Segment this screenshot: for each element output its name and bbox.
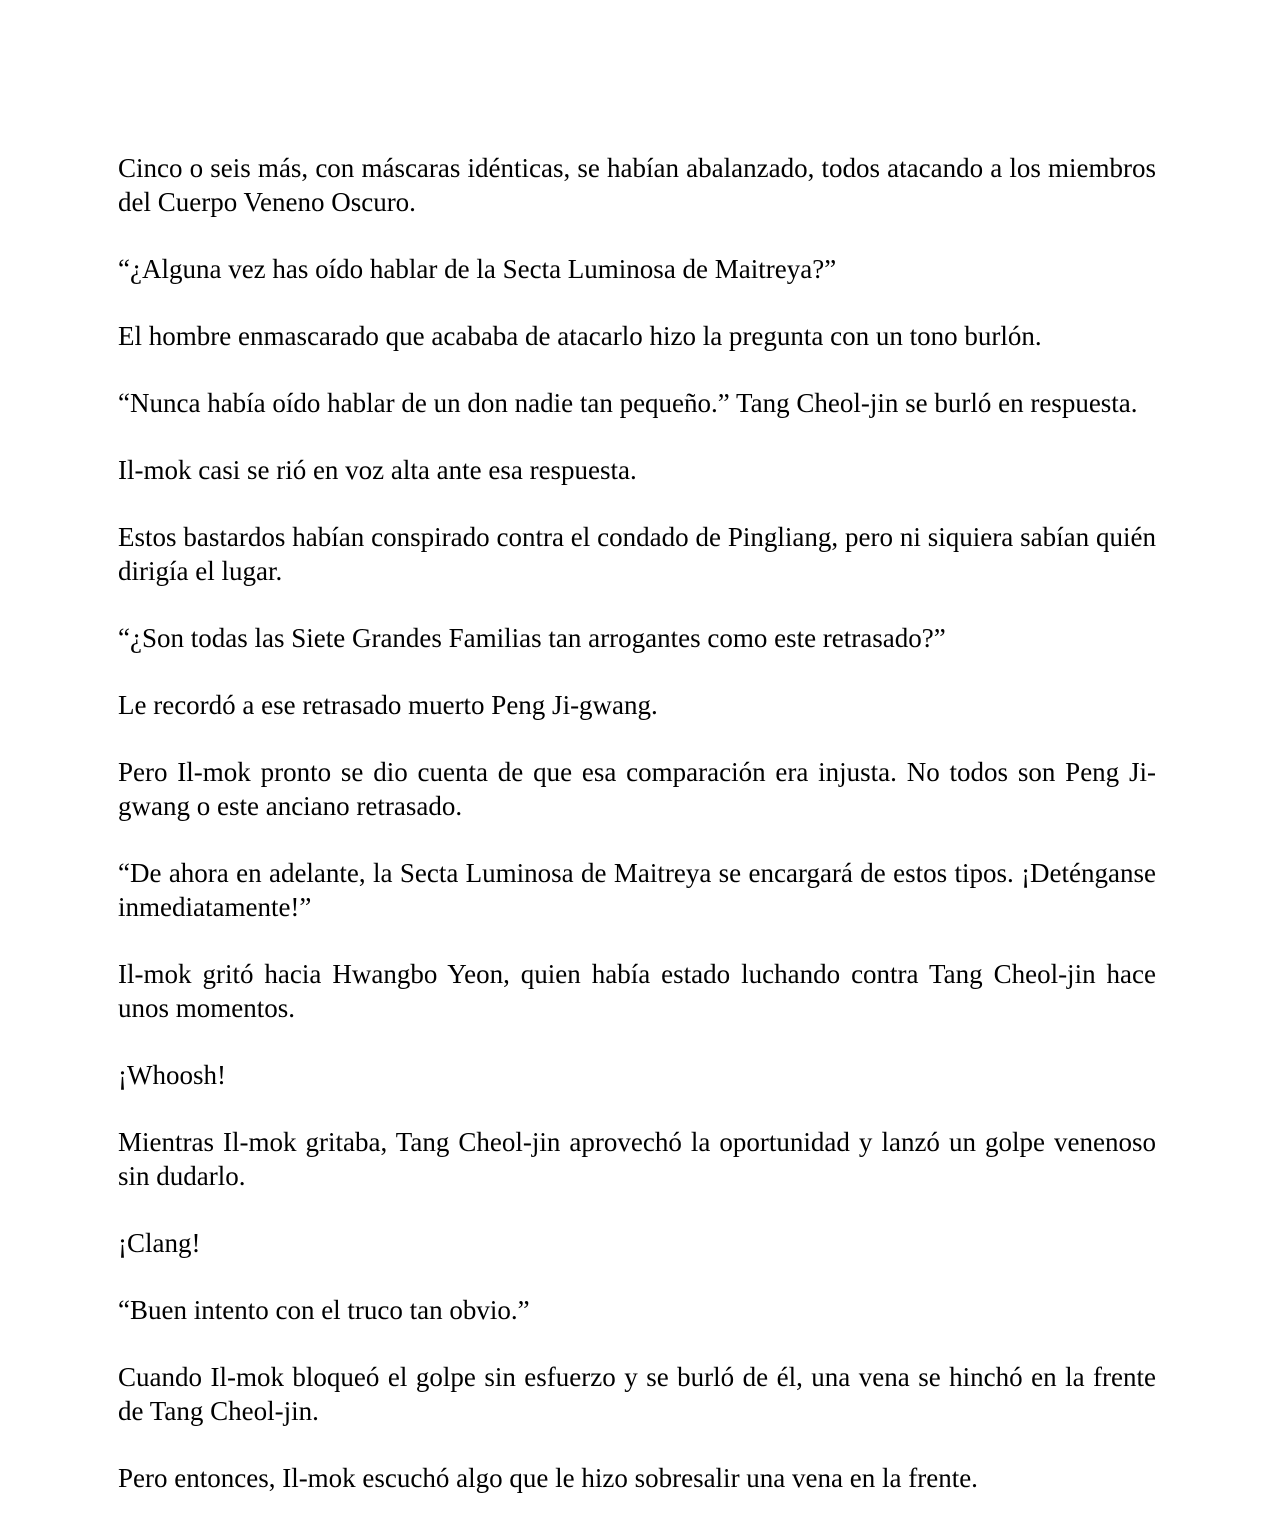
paragraph-13: Mientras Il-mok gritaba, Tang Cheol-jin aprovechó la oportunidad y lanzó un golpe venenoso sin dudarlo. xyxy=(118,1127,1156,1191)
paragraph-1: Cinco o seis más, con máscaras idénticas, se habían abalanzado, todos atacando a los miembros del Cuerpo Veneno Oscuro. xyxy=(118,153,1156,217)
paragraph-4: “Nunca había oído hablar de un don nadie tan pequeño.” Tang Cheol-jin se burló en respuesta. xyxy=(118,388,1138,418)
paragraph-14: ¡Clang! xyxy=(118,1228,201,1258)
body-text xyxy=(118,151,1156,1495)
paragraph-17: Pero entonces, Il-mok escuchó algo que le hizo sobresalir una vena en la frente. xyxy=(118,1463,978,1493)
paragraph-12: ¡Whoosh! xyxy=(118,1060,226,1090)
paragraph-7: “¿Son todas las Siete Grandes Familias tan arrogantes como este retrasado?” xyxy=(118,623,946,653)
paragraph-2: “¿Alguna vez has oído hablar de la Secta Luminosa de Maitreya?” xyxy=(118,254,837,284)
paragraph-8: Le recordó a ese retrasado muerto Peng Ji-gwang. xyxy=(118,690,658,720)
paragraph-16: Cuando Il-mok bloqueó el golpe sin esfuerzo y se burló de él, una vena se hinchó en la frente de Tang Cheol-jin. xyxy=(118,1362,1156,1426)
paragraph-5: Il-mok casi se rió en voz alta ante esa respuesta. xyxy=(118,455,637,485)
paragraph-10: “De ahora en adelante, la Secta Luminosa de Maitreya se encargará de estos tipos. ¡Deténganse inmediatamente!” xyxy=(118,858,1156,922)
paragraph-15: “Buen intento con el truco tan obvio.” xyxy=(118,1295,530,1325)
paragraph-3: El hombre enmascarado que acababa de atacarlo hizo la pregunta con un tono burlón. xyxy=(118,321,1042,351)
paragraph-9: Pero Il-mok pronto se dio cuenta de que esa comparación era injusta. No todos son Peng Ji-gwang o este anciano retrasado. xyxy=(118,757,1156,821)
paragraph-6: Estos bastardos habían conspirado contra el condado de Pingliang, pero ni siquiera sabían quién dirigía el lugar. xyxy=(118,522,1156,586)
paragraph-11: Il-mok gritó hacia Hwangbo Yeon, quien había estado luchando contra Tang Cheol-jin hace unos momentos. xyxy=(118,959,1156,1023)
